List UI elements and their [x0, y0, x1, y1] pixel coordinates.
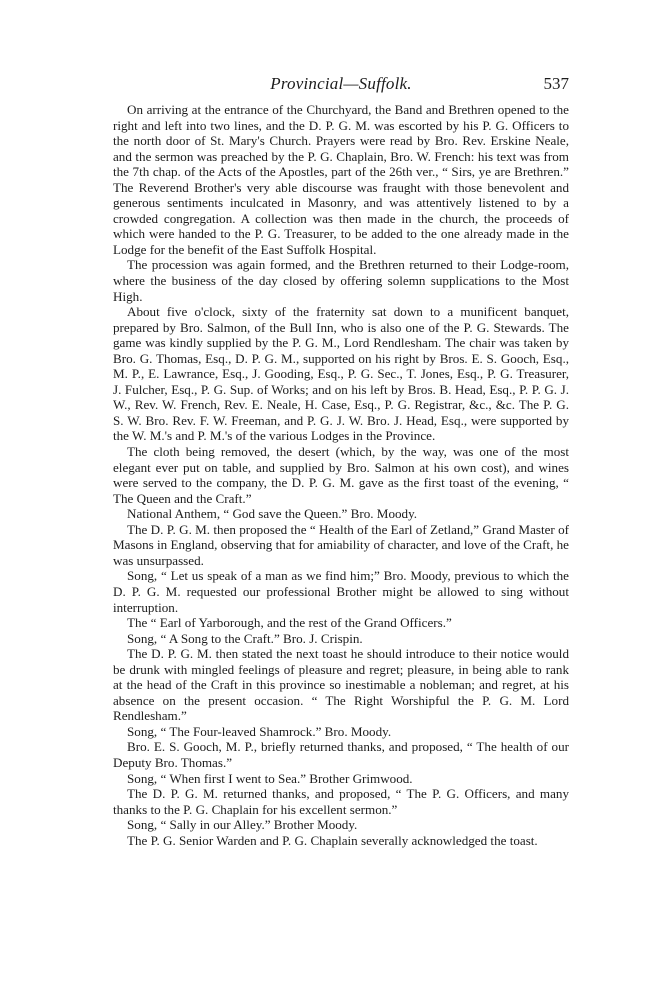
paragraph: The D. P. G. M. returned thanks, and proposed, “ The P. G. Officers, and many thanks to the P. G. Chaplain for his excellent sermon.” — [113, 786, 569, 817]
paragraph: The “ Earl of Yarborough, and the rest of the Grand Officers.” — [127, 615, 452, 631]
paragraph: The P. G. Senior Warden and P. G. Chaplain severally acknowledged the toast. — [127, 832, 538, 848]
paragraph: Bro. E. S. Gooch, M. P., briefly returned thanks, and proposed, “ The health of our Deputy Bro. Thomas.” — [113, 739, 569, 770]
paragraph: Song, “ When first I went to Sea.” Brother Grimwood. — [127, 770, 413, 786]
running-title: Provincial—Suffolk. — [270, 74, 412, 93]
paragraph: Song, “ A Song to the Craft.” Bro. J. Crispin. — [127, 630, 363, 646]
paragraph: The procession was again formed, and the Brethren returned to their Lodge-room, where the business of the day closed by offering solemn supplications to the Most High. — [113, 257, 569, 304]
paragraph: Song, “ Sally in our Alley.” Brother Moody. — [127, 817, 358, 833]
paragraph: About five o'clock, sixty of the fraternity sat down to a munificent banquet, prepared by Bro. Salmon, of the Bull Inn, who is also one of the P. G. Stewards. The game was kindly supplied by the P. G. M., Lord Rendlesham. The chair was taken by Bro. G. Thomas, Esq., D. P. G. M., supported on his right by Bros. E. S. Gooch, Esq., M. P., E. Lawrance, Esq., J. Gooding, Esq., P. G. Sec., T. Jones, Esq., P. G. Treasurer, J. Fulcher, Esq., P. G. Sup. of Works; and on his left by Bros. B. Head, Esq., P. P. G. J. W., Rev. W. French, Rev. E. Neale, H. Case, Esq., P. G. Registrar, &c., &c. The P. G. S. W. Bro. Rev. F. W. Freeman, and P. G. J. W. Bro. J. Head, Esq., were supported by the W. M.'s and P. M.'s of the various Lodges in the Province. — [113, 304, 569, 444]
running-head — [113, 74, 569, 100]
paragraph: On arriving at the entrance of the Churchyard, the Band and Brethren opened to the right and left into two lines, and the D. P. G. M. was escorted by his P. G. Officers to the north door of St. Mary's Church. Prayers were read by Bro. Rev. Erskine Neale, and the sermon was preached by the P. G. Chaplain, Bro. W. French: his text was from the 7th chap. of the Acts of the Apostles, part of the 26th ver., “ Sirs, ye are Brethren.” The Reverend Brother's very able discourse was fraught with those benevolent and generous sentiments inculcated in Masonry, and was attentively listened to by a crowded congregation. A collection was then made in the church, the proceeds of which were handed to the P. G. Treasurer, to be added to the one already made in the Lodge for the benefit of the East Suffolk Hospital. — [113, 102, 569, 257]
paragraph: The cloth being removed, the desert (which, by the way, was one of the most elegant ever put on table, and supplied by Bro. Salmon at his own cost), and wines were served to the company, the D. P. G. M. gave as the first toast of the evening, “ The Queen and the Craft.” — [113, 444, 569, 506]
paragraph: Song, “ The Four-leaved Shamrock.” Bro. Moody. — [127, 723, 392, 739]
body-text — [113, 102, 569, 848]
paragraph: The D. P. G. M. then stated the next toast he should introduce to their notice would be drunk with mingled feelings of pleasure and regret; pleasure, in being able to rank at the head of the Craft in this province so inestimable a nobleman; and regret, at his absence on the present occasion. “ The Right Worshipful the P. G. M. Lord Rendlesham.” — [113, 646, 569, 724]
book-page — [113, 74, 569, 848]
paragraph: Song, “ Let us speak of a man as we find him;” Bro. Moody, previous to which the D. P. G. M. requested our professional Brother might be allowed to sing without interruption. — [113, 568, 569, 615]
paragraph: The D. P. G. M. then proposed the “ Health of the Earl of Zetland,” Grand Master of Masons in England, observing that for amiability of character, and love of the Craft, he was unsurpassed. — [113, 521, 569, 568]
paragraph: National Anthem, “ God save the Queen.” Bro. Moody. — [127, 506, 418, 522]
page-number: 537 — [543, 74, 569, 93]
